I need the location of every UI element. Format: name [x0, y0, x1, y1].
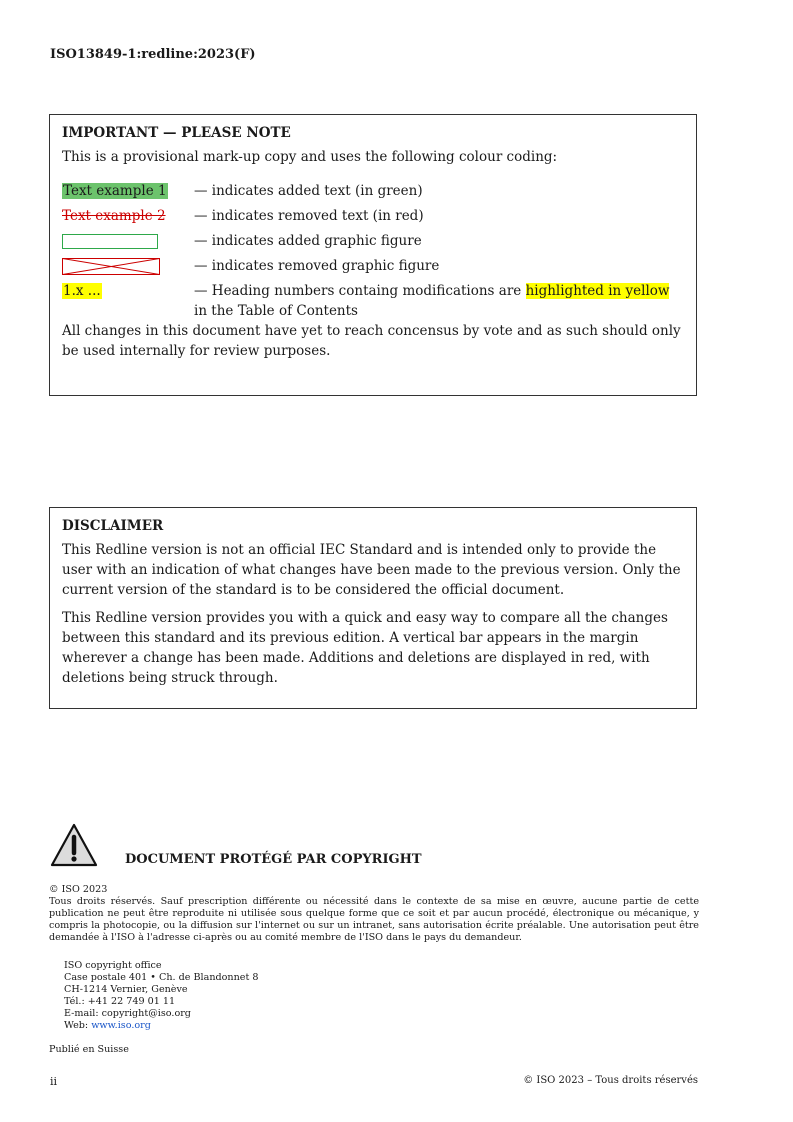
- copyright-text: Tous droits réservés. Sauf prescription différente ou nécessité dans le contexte de sa mise en œuvre, aucune partie de cette publication ne peut être reproduite ni utilisée sous quelque forme que ce soit et par aucun procédé, électronique ou mécanique, y compris la photocopie, ou la diffusion sur l'internet ou sur un intranet, sans autorisation écrite préalable. Une autorisation peut être demandée à l'ISO à l'adresse ci-après ou au comité membre de l'ISO dans le pays du demandeur.: [49, 896, 699, 943]
- copyright-address: ISO copyright office Case postale 401 • Ch. de Blandonnet 8 CH-1214 Vernier, Genève Tél.: +41 22 749 01 11 E-mail: copyright@iso.org Web: www.iso.org: [64, 960, 259, 1031]
- legend-desc: — indicates added text (in green): [194, 183, 423, 199]
- legend-row-removed-figure: [62, 256, 684, 281]
- copyright-title: DOCUMENT PROTÉGÉ PAR COPYRIGHT: [125, 852, 422, 867]
- disclaimer-title: DISCLAIMER: [62, 518, 164, 534]
- legend-row-heading-numbers: [62, 281, 684, 321]
- yellow-highlight: highlighted in yellow: [525, 283, 670, 299]
- warning-triangle-icon: [49, 822, 99, 868]
- document-id: ISO13849-1:redline:2023(F): [50, 47, 256, 62]
- disclaimer-paragraph-1: This Redline version is not an official IEC Standard and is intended only to provide the user with an indication of what changes have been made to the previous version. Only the current version of the standard is to be considered the official document.: [62, 542, 681, 598]
- footer-rights: © ISO 2023 – Tous droits réservés: [523, 1075, 698, 1086]
- legend-desc: — indicates removed graphic figure: [194, 258, 440, 274]
- legend-desc: — indicates removed text (in red): [194, 208, 424, 224]
- added-text-sample: Text example 1: [63, 183, 167, 199]
- important-note-box: [49, 114, 697, 396]
- disclaimer-paragraph-2: This Redline version provides you with a quick and easy way to compare all the changes between this standard and its previous edition. A vertical bar appears in the margin wherever a change has been made. Additions and deletions are displayed in red, with deletions being struck through.: [62, 610, 668, 686]
- published-in: Publié en Suisse: [49, 1044, 129, 1055]
- legend-row-removed-text: [62, 206, 684, 231]
- important-title: IMPORTANT — PLEASE NOTE: [62, 125, 291, 141]
- legend-desc: — Heading numbers containg modifications are highlighted in yellow in the Table of Contents: [194, 283, 670, 319]
- iso-website-link[interactable]: www.iso.org: [91, 1020, 151, 1031]
- added-figure-sample: [62, 234, 158, 249]
- legend-desc: — indicates added graphic figure: [194, 233, 422, 249]
- legend-row-added-text: [62, 181, 684, 206]
- disclaimer-box: [49, 507, 697, 709]
- removed-figure-sample: [62, 258, 160, 275]
- removed-text-sample: Text example 2: [62, 208, 166, 224]
- page-number: ii: [50, 1075, 58, 1088]
- review-note: All changes in this document have yet to reach concensus by vote and as such should only be used internally for review purposes.: [62, 323, 681, 359]
- important-intro: This is a provisional mark-up copy and uses the following colour coding:: [62, 149, 558, 165]
- colour-legend: [62, 181, 684, 321]
- copyright-year: © ISO 2023: [49, 884, 108, 895]
- legend-row-added-figure: [62, 231, 684, 256]
- heading-number-sample: 1.x ...: [63, 283, 101, 299]
